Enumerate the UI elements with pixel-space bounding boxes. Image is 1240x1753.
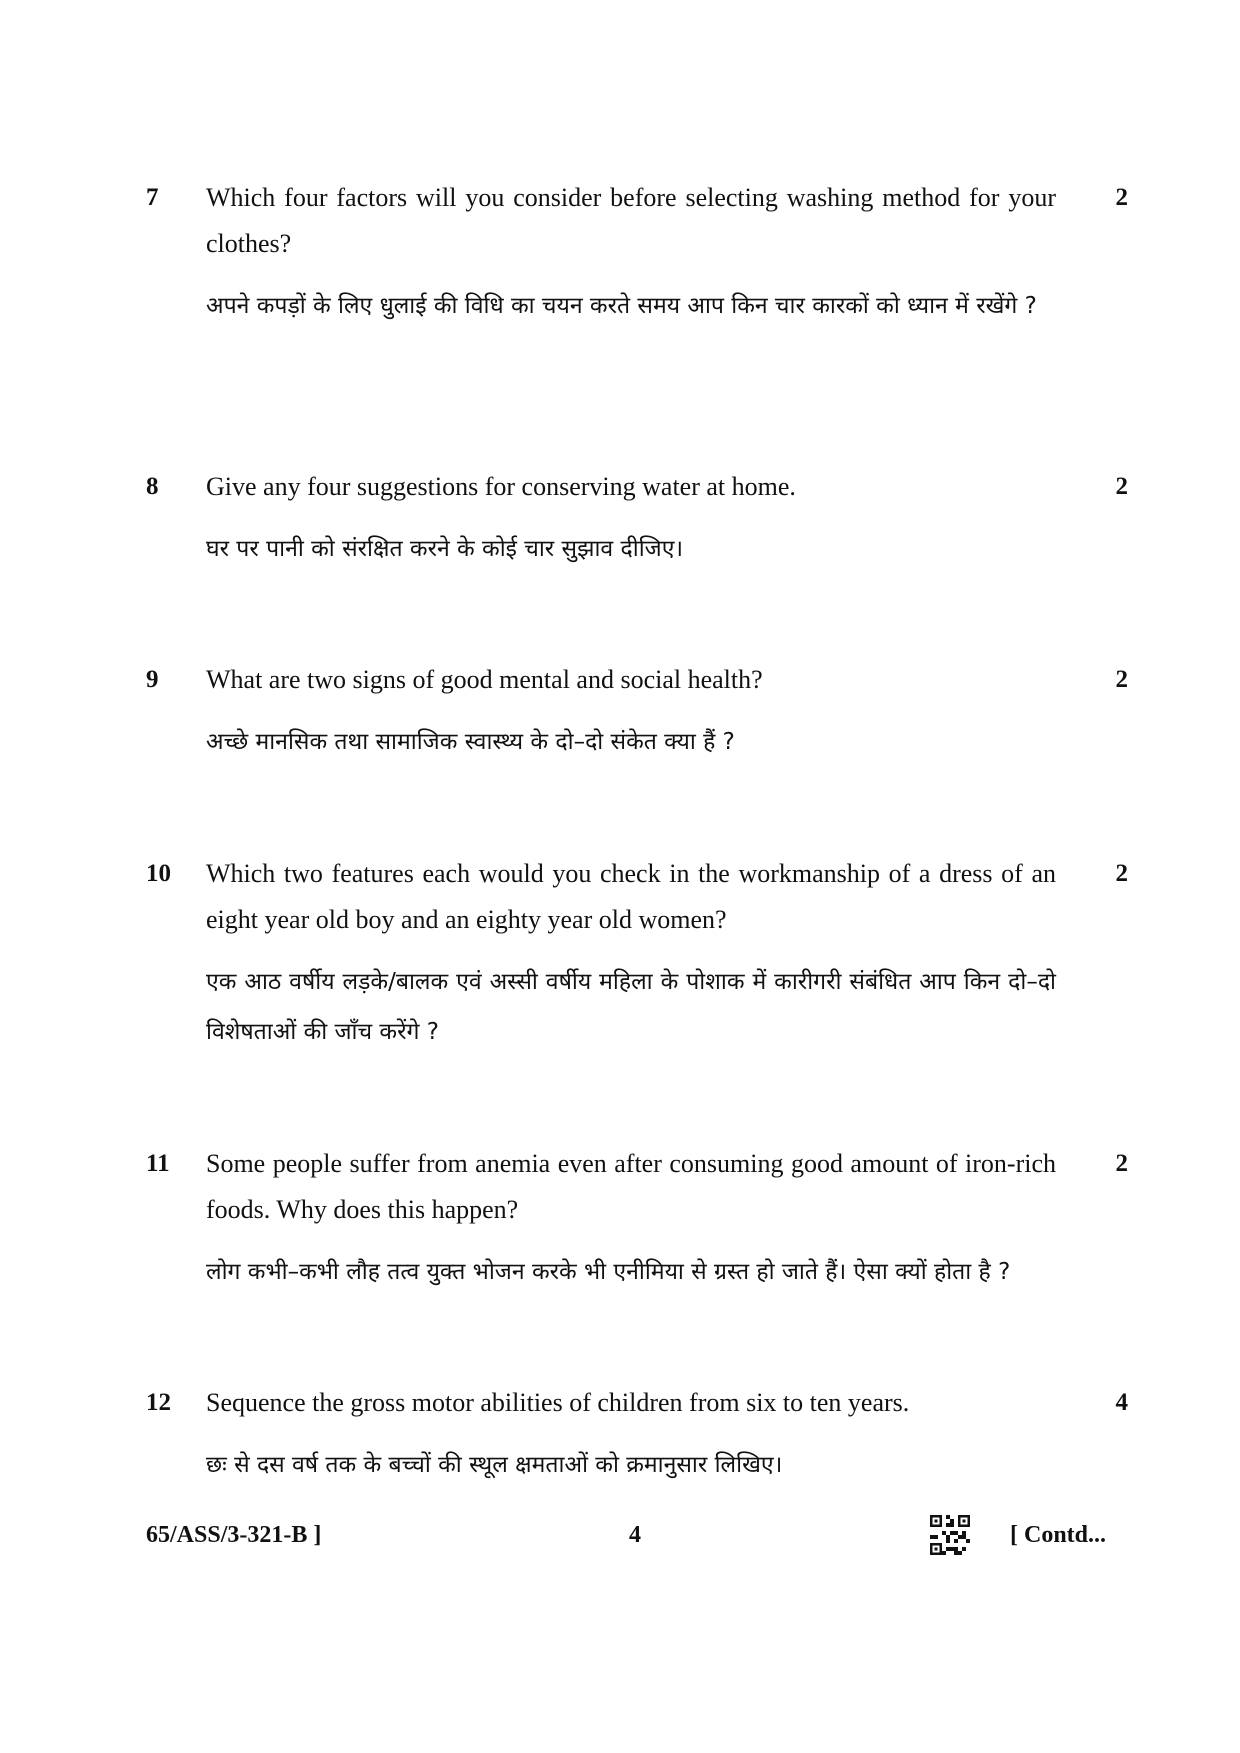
question-body [206,851,1056,1057]
question-number: 7 [146,184,159,211]
question-text-english: What are two signs of good mental and social health? [206,665,763,694]
qr-code-icon [930,1515,970,1555]
question-text-hindi: लोग कभी–कभी लौह तत्व युक्त भोजन करके भी एनीमिया से ग्रस्त हो जाते हैं। ऐसा क्यों होता है ? [206,1259,1011,1285]
question-text-hindi: एक आठ वर्षीय लड़के/बालक एवं अस्सी वर्षीय महिला के पोशाक में कारीगरी संबंधित आप किन दो–दो विशेषताओं की जाँच करेंगे ? [206,969,1056,1045]
question-marks: 2 [1115,860,1128,887]
question-body [206,1141,1056,1297]
question-marks: 4 [1115,1389,1128,1416]
question-number: 9 [146,666,159,693]
question-text-english: Some people suffer from anemia even after consuming good amount of iron-rich foods. Why does this happen? [206,1149,1056,1224]
question-text-english: Sequence the gross motor abilities of children from six to ten years. [206,1388,910,1417]
question-body [206,175,1056,331]
question-number: 8 [146,473,159,500]
question-marks: 2 [1115,666,1128,693]
question-number: 10 [146,860,171,887]
question-number: 11 [146,1150,170,1177]
question-text-hindi: घर पर पानी को संरक्षित करने के कोई चार सुझाव दीजिए। [206,536,684,562]
question-text-hindi: छः से दस वर्ष तक के बच्चों की स्थूल क्षमताओं को क्रमानुसार लिखिए। [206,1452,783,1478]
question-marks: 2 [1115,1150,1128,1177]
paper-code: 65/ASS/3-321-B ] [146,1522,322,1548]
question-text-english: Which four factors will you consider before selecting washing method for your clothes? [206,183,1056,258]
question-text-english: Give any four suggestions for conserving water at home. [206,472,796,501]
question-text-english: Which two features each would you check in the workmanship of a dress of an eight year old boy and an eighty year old women? [206,859,1056,934]
question-body [206,464,1056,574]
question-body [206,1380,1056,1490]
question-body [206,657,1056,767]
question-marks: 2 [1115,184,1128,211]
continued-label: [ Contd... [1010,1522,1107,1548]
question-marks: 2 [1115,473,1128,500]
page-number: 4 [629,1522,641,1548]
question-number: 12 [146,1389,171,1416]
question-text-hindi: अच्छे मानसिक तथा सामाजिक स्वास्थ्य के दो–दो संकेत क्या हैं ? [206,729,735,755]
question-text-hindi: अपने कपड़ों के लिए धुलाई की विधि का चयन करते समय आप किन चार कारकों को ध्यान में रखेंगे ? [206,293,1037,319]
